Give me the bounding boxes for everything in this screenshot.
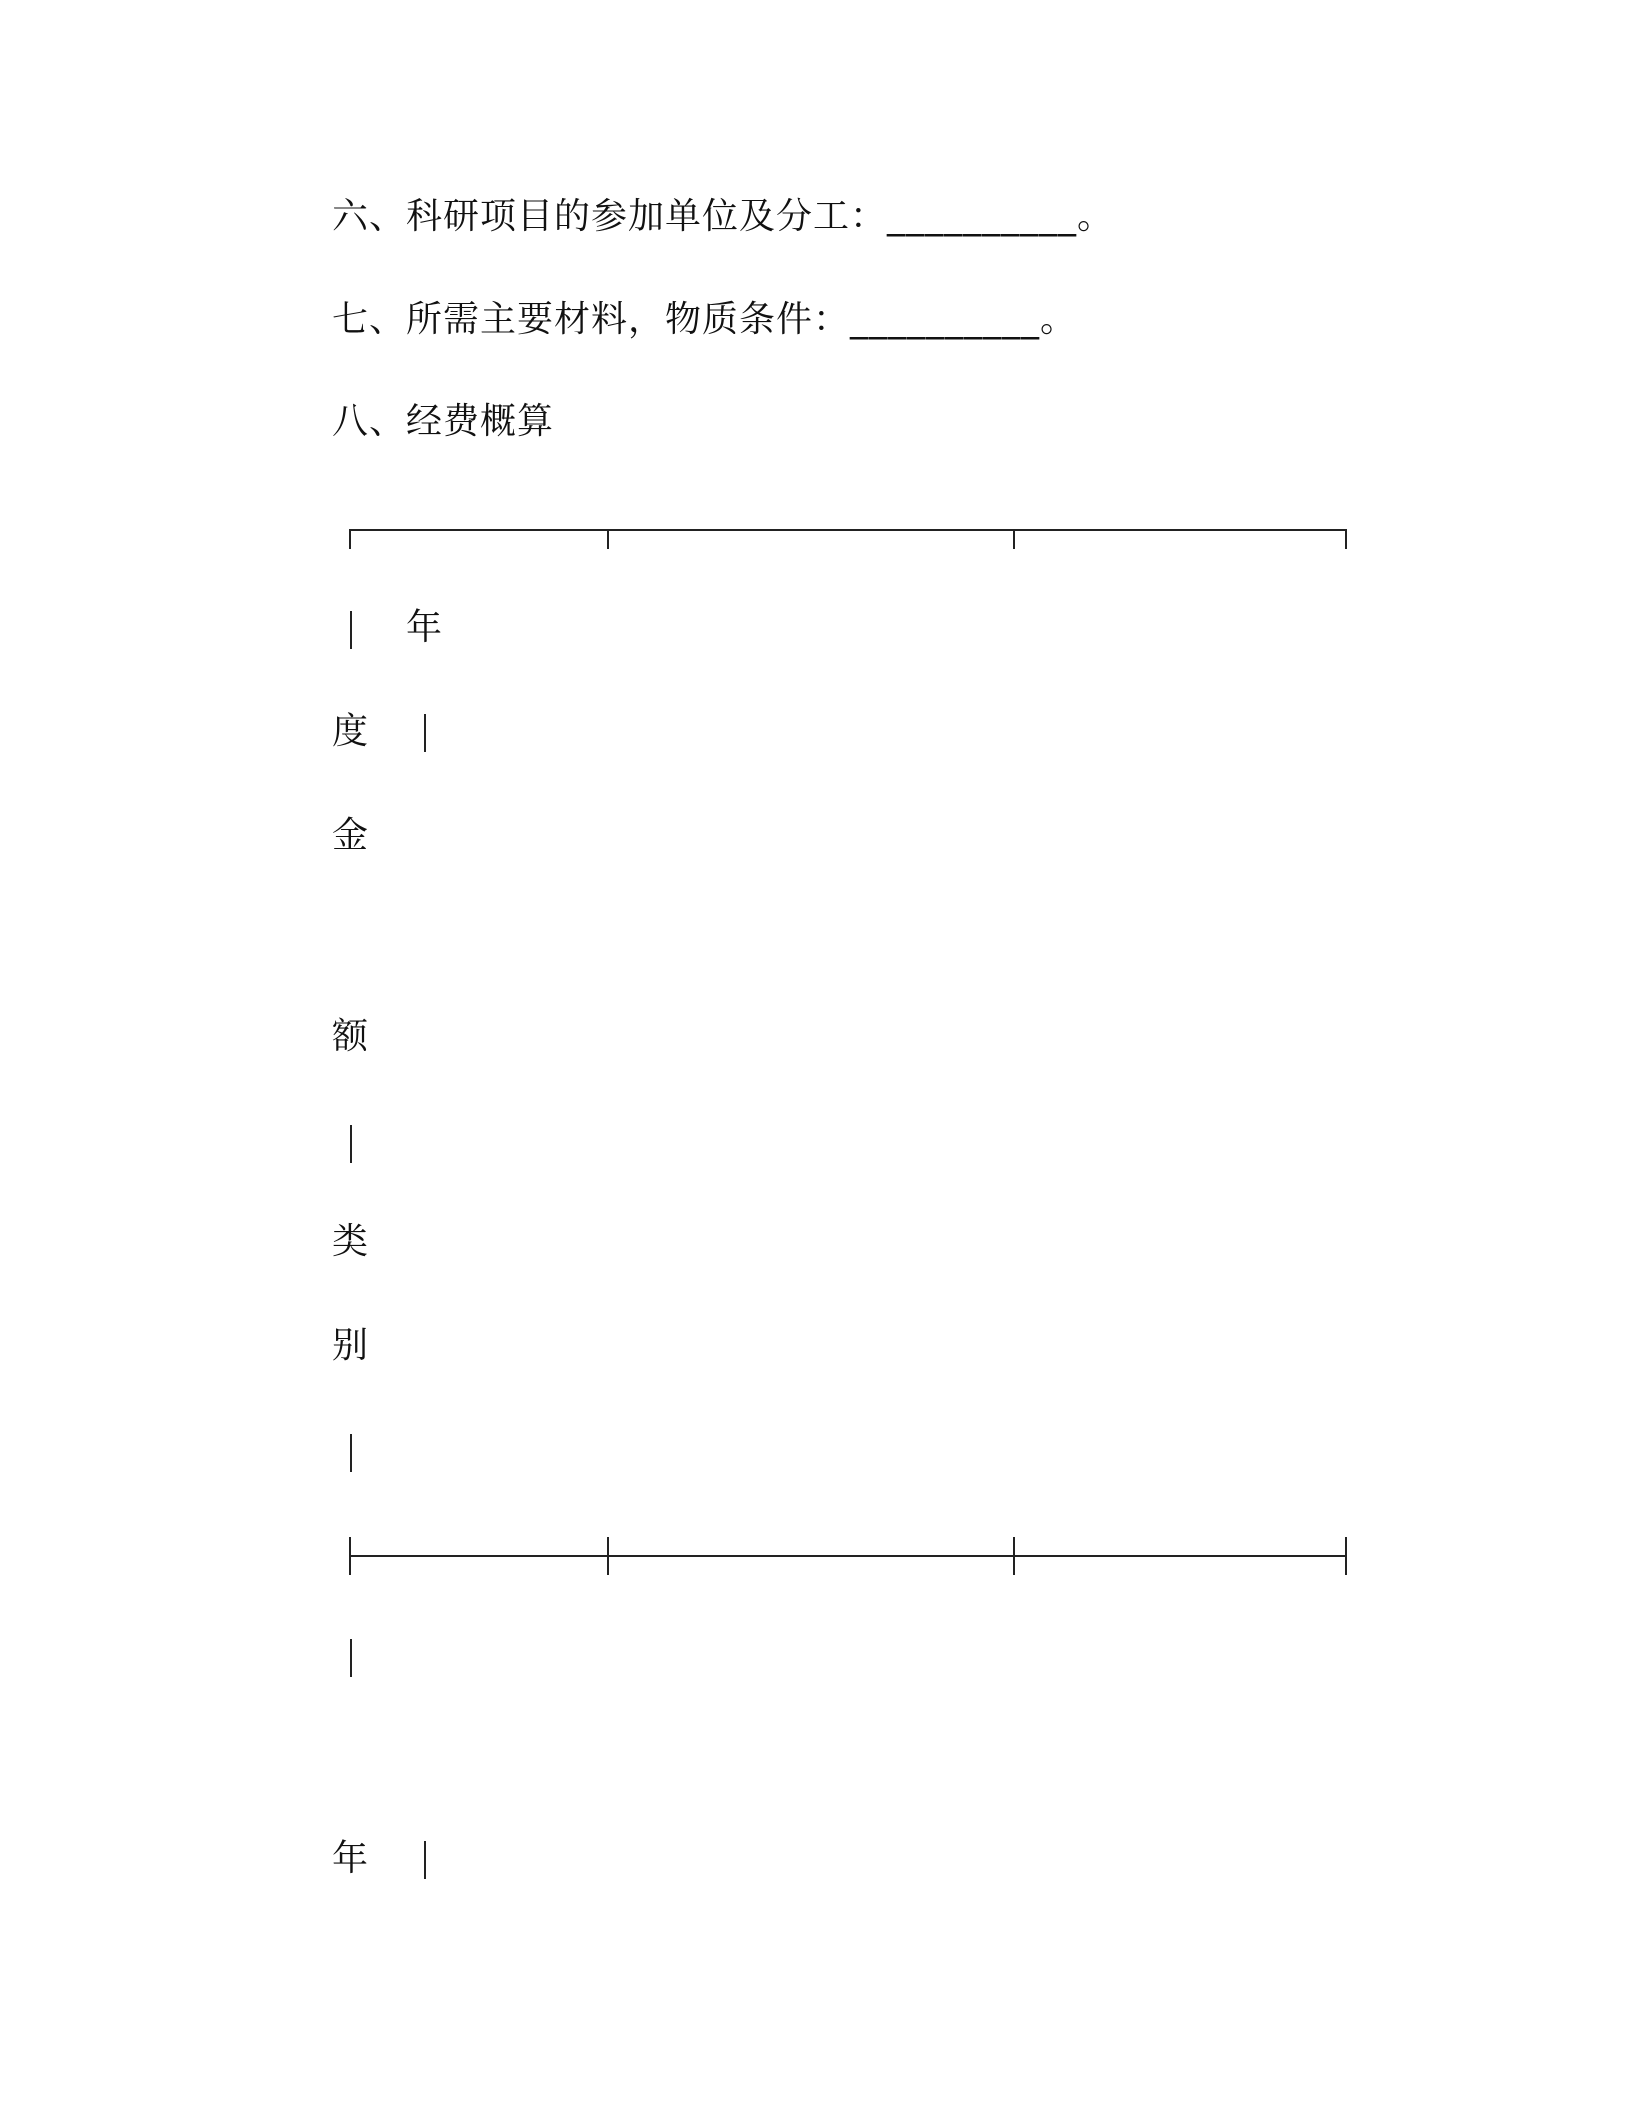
table-top-tick-3 [1013,529,1015,549]
table-top-tick-1 [349,529,351,549]
table-vertical-bar [350,1434,352,1472]
table-cell-char: 年 [332,1838,369,1879]
table-vertical-bar [350,611,352,649]
table-top-rule [349,529,1346,531]
table-mid-tick-3 [1013,1537,1015,1575]
section-8-heading: 八、经费概算 [332,401,555,442]
table-mid-tick-2 [607,1537,609,1575]
section-7-text: 七、所需主要材料，物质条件：__________。 [332,299,1078,340]
table-vertical-bar [350,1639,352,1677]
table-cell-char: 类 [332,1221,369,1262]
table-top-tick-4 [1345,529,1347,549]
table-cell-char: 额 [332,1016,369,1057]
table-cell-char: 度 [332,711,369,752]
table-top-tick-2 [607,529,609,549]
table-cell-char: 金 [332,815,369,856]
table-vertical-bar [424,714,426,752]
table-vertical-bar [424,1841,426,1879]
section-6-text: 六、科研项目的参加单位及分工：__________。 [332,196,1115,237]
table-cell-char: 别 [332,1325,369,1366]
table-mid-tick-4 [1345,1537,1347,1575]
table-cell-char: 年 [406,607,443,648]
table-vertical-bar [350,1125,352,1163]
table-mid-tick-1 [349,1537,351,1575]
table-middle-rule [349,1555,1346,1557]
